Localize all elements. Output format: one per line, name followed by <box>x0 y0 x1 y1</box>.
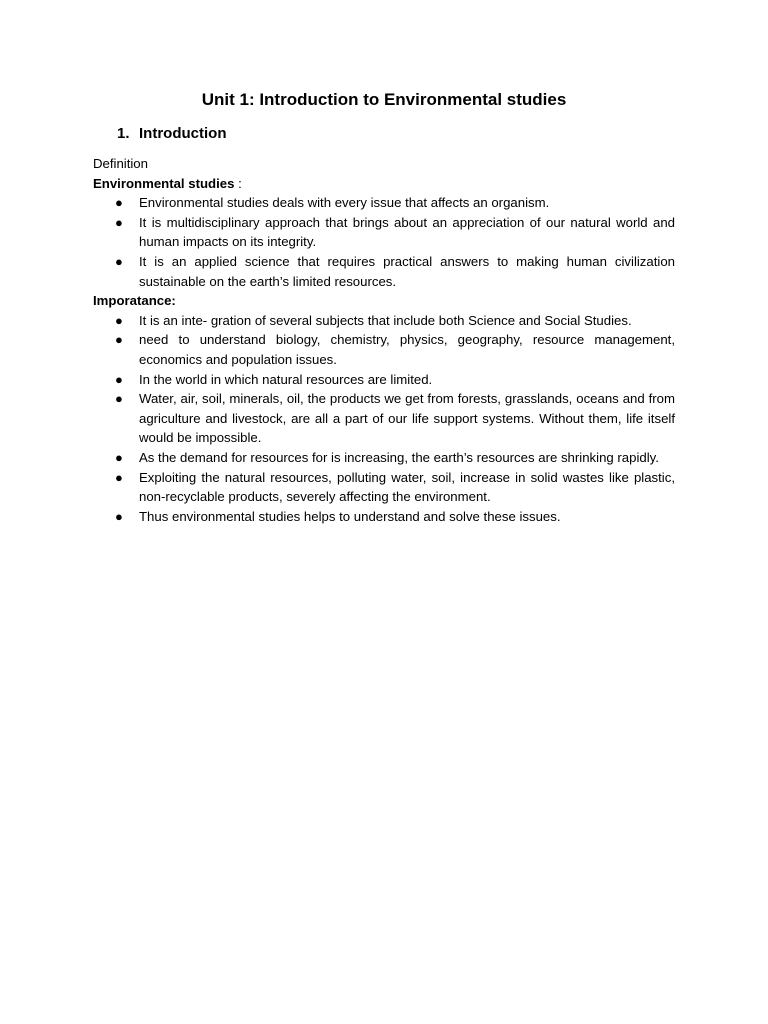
list-item-text: Exploiting the natural resources, polluting water, soil, increase in solid wastes like plastic, non-recyclable products, severely affecting the environment. <box>139 469 675 505</box>
bullet-icon: ● <box>115 371 123 387</box>
list-item-text: As the demand for resources for is increasing, the earth’s resources are shrinking rapidly. <box>139 449 659 465</box>
list-item-text: It is an inte- gration of several subjects that include both Science and Social Studies. <box>139 312 632 328</box>
document-body <box>93 154 675 526</box>
environmental-studies-heading-text: Environmental studies <box>93 175 235 191</box>
list-item-text: Water, air, soil, minerals, oil, the products we get from forests, grasslands, oceans and from agriculture and livestock, are all a part of our life support systems. Without them, life itself would be impossible. <box>139 391 675 446</box>
bullet-icon: ● <box>115 469 123 485</box>
importance-list <box>93 311 675 527</box>
list-item <box>93 193 675 213</box>
bullet-icon: ● <box>115 508 123 524</box>
list-item-text: Thus environmental studies helps to understand and solve these issues. <box>139 508 561 524</box>
bullet-icon: ● <box>115 195 123 211</box>
list-item-text: It is an applied science that requires practical answers to making human civilization sustainable on the earth’s limited resources. <box>139 253 675 289</box>
list-item <box>93 389 675 448</box>
environmental-studies-list <box>93 193 675 291</box>
list-item-text: It is multidisciplinary approach that brings about an appreciation of our natural world and human impacts on its integrity. <box>139 214 675 250</box>
list-item-text: need to understand biology, chemistry, physics, geography, resource management, economics and population issues. <box>139 332 675 367</box>
list-item <box>93 370 675 390</box>
environmental-studies-heading <box>93 174 675 194</box>
definition-label: Definition <box>93 156 148 171</box>
section-heading-text: Introduction <box>139 125 227 142</box>
importance-heading: Imporatance: <box>93 293 176 309</box>
list-item-text: In the world in which natural resources are limited. <box>139 371 433 387</box>
bullet-icon: ● <box>115 253 123 269</box>
document-title: Unit 1: Introduction to Environmental studies <box>201 90 567 109</box>
list-item <box>93 448 675 468</box>
bullet-icon: ● <box>115 391 123 407</box>
bullet-icon: ● <box>115 449 123 465</box>
section-number: 1. <box>117 125 130 142</box>
list-item <box>93 252 675 291</box>
list-item-text: Environmental studies deals with every issue that affects an organism. <box>139 195 550 211</box>
environmental-studies-heading-colon: : <box>234 175 242 191</box>
list-item <box>93 468 675 507</box>
bullet-icon: ● <box>115 312 123 328</box>
section-heading <box>117 124 226 144</box>
list-item <box>93 330 675 369</box>
list-item <box>93 213 675 252</box>
list-item <box>93 507 675 527</box>
list-item <box>93 311 675 331</box>
bullet-icon: ● <box>115 214 123 230</box>
bullet-icon: ● <box>115 332 123 348</box>
